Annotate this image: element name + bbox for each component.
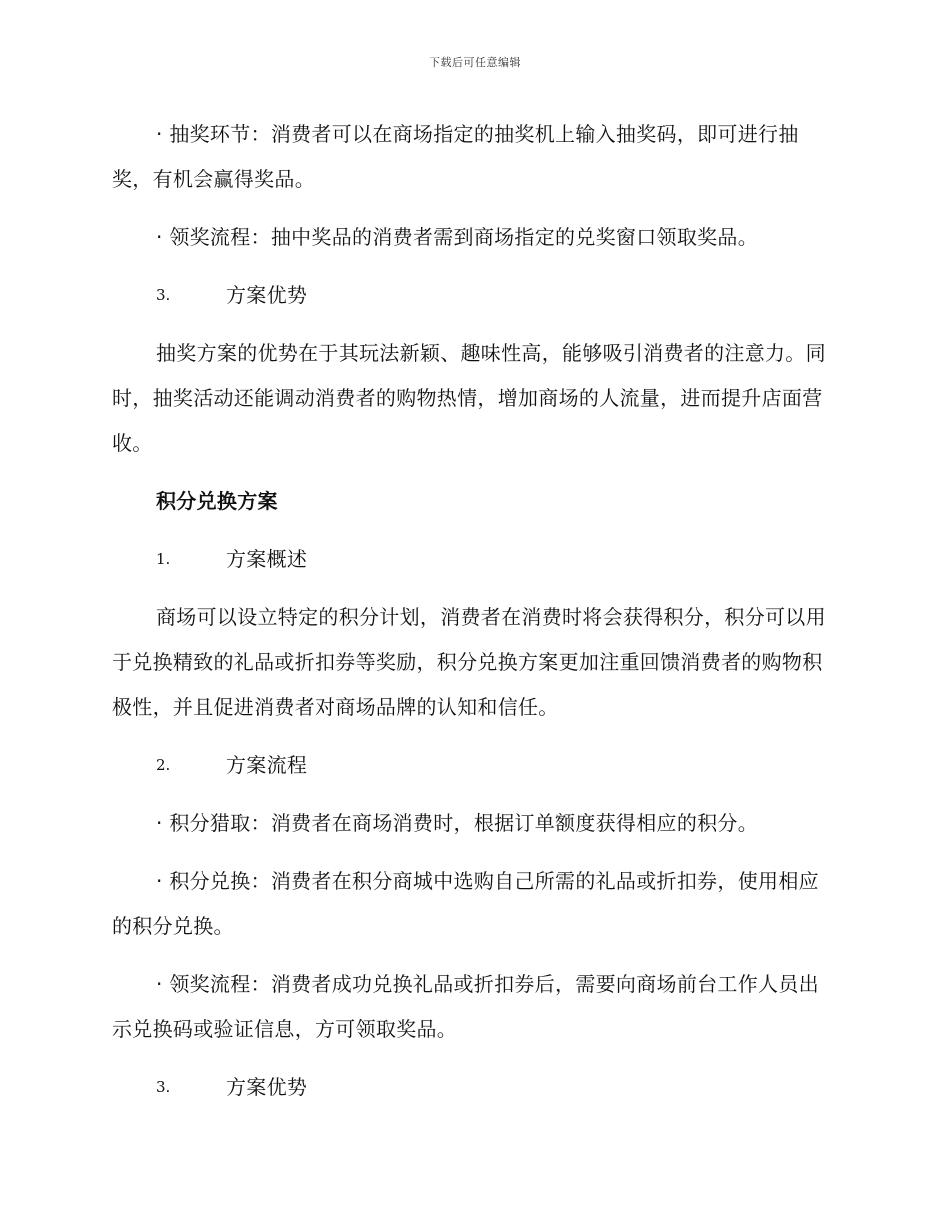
- bullet-points-earning: · 积分猎取：消费者在商场消费时，根据订单额度获得相应的积分。: [156, 811, 759, 835]
- bullet-points-redeem: · 积分兑换：消费者在积分商城中选购自己所需的礼品或折扣券，使用相应的积分兑换。: [112, 869, 819, 938]
- bullet-points-claim: · 领奖流程：消费者成功兑换礼品或折扣券后，需要向商场前台工作人员出示兑换码或验证信息，方可领取奖品。: [112, 972, 819, 1041]
- numbered-heading: [112, 273, 832, 318]
- heading-title: 方案优势: [226, 1075, 308, 1099]
- lottery-advantage-paragraph: 抽奖方案的优势在于其玩法新颖、趣味性高，能够吸引消费者的注意力。同时，抽奖活动还能调动消费者的购物热情，增加商场的人流量，进而提升店面营收。: [112, 341, 826, 455]
- heading-title: 方案优势: [226, 283, 308, 307]
- document-body: [112, 112, 832, 1123]
- heading-number: 3.: [156, 286, 171, 304]
- heading-title: 方案流程: [226, 753, 308, 777]
- heading-title: 方案概述: [226, 547, 308, 571]
- numbered-heading: [112, 743, 832, 788]
- numbered-heading: [112, 537, 832, 582]
- points-overview-paragraph: 商场可以设立特定的积分计划，消费者在消费时将会获得积分，积分可以用于兑换精致的礼品或折扣券等奖励，积分兑换方案更加注重回馈消费者的购物积极性，并且促进消费者对商场品牌的认知和信任。: [112, 605, 826, 719]
- heading-number: 1.: [156, 550, 171, 568]
- header-note: 下载后可任意编辑: [429, 56, 521, 69]
- bullet-prize-claim: · 领奖流程：抽中奖品的消费者需到商场指定的兑奖窗口领取奖品。: [156, 225, 759, 249]
- numbered-heading: [112, 1065, 832, 1110]
- section-title: 积分兑换方案: [156, 489, 278, 513]
- bullet-lottery-step: · 抽奖环节：消费者可以在商场指定的抽奖机上输入抽奖码，即可进行抽奖，有机会赢得奖品。: [112, 122, 799, 191]
- heading-number: 3.: [156, 1078, 171, 1096]
- heading-number: 2.: [156, 756, 171, 774]
